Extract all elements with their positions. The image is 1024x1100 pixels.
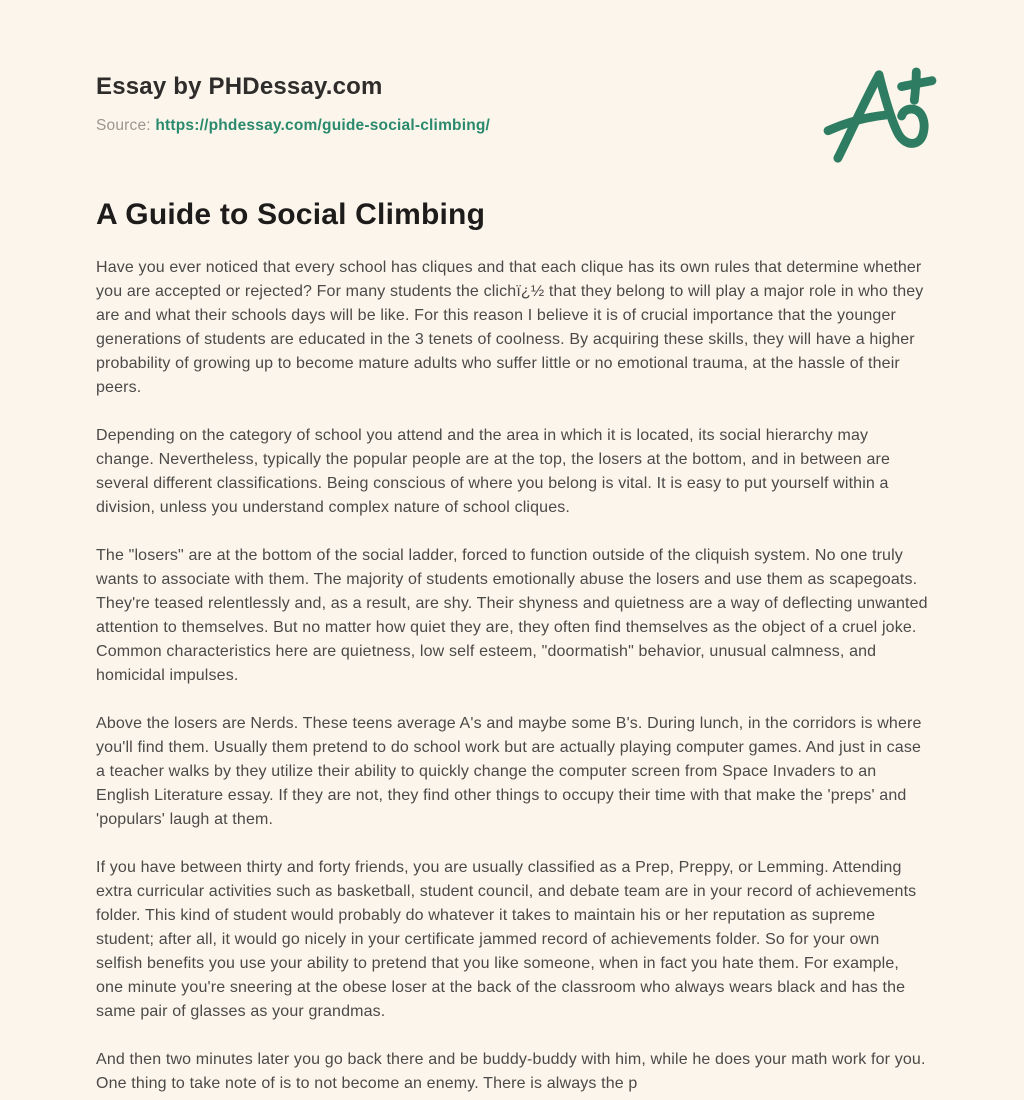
source-label: Source: <box>96 117 151 134</box>
essay-paragraph-6: And then two minutes later you go back there and be buddy-buddy with him, while he does your math work for you. One thing to take note of is to not become an enemy. There is always the p <box>96 1051 926 1092</box>
source-link[interactable]: https://phdessay.com/guide-social-climbing/ <box>155 117 491 134</box>
source-line <box>96 117 930 135</box>
essay-paragraph-4: Above the losers are Nerds. These teens average A's and maybe some B's. During lunch, in the corridors is where you'll find them. Usually them pretend to do school work but are actually playing computer games. And just in case a teacher walks by they utilize their ability to quickly change the computer screen from Space Invaders to an English Literature essay. If they are not, they find other things to occupy their time with that make the 'preps' and 'populars' laugh at them. <box>96 715 922 828</box>
page-header <box>96 73 930 135</box>
essay-paragraph-1: Have you ever noticed that every school has cliques and that each clique has its own rules that determine whether you are accepted or rejected? For many students the clichï¿½ that they belong to will play a major role in who they are and what their schools days will be like. For this reason I believe it is of crucial importance that the younger generations of students are educated in the 3 tenets of coolness. By acquiring these skills, they will have a higher probability of growing up to become mature adults who suffer little or no emotional trauma, at the hassle of their peers. <box>96 259 924 396</box>
essay-paragraph-2: Depending on the category of school you attend and the area in which it is located, its social hierarchy may change. Nevertheless, typically the popular people are at the top, the losers at the bottom, and in between are several different classifications. Being conscious of where you belong is vital. It is easy to put yourself within a division, unless you understand complex nature of school cliques. <box>96 427 891 516</box>
essay-body <box>96 198 930 1096</box>
essay-paragraph-5: If you have between thirty and forty friends, you are usually classified as a Prep, Preppy, or Lemming. Attending extra curricular activities such as basketball, student council, and debate team are in your record of achievements folder. This kind of student would probably do whatever it takes to maintain his or her reputation as supreme student; after all, it would go nicely in your certificate jammed record of achievements folder. So for your own selfish benefits you use your ability to pretend that you like someone, when in fact you hate them. For example, one minute you're sneering at the obese loser at the back of the classroom who always wears black and has the same pair of glasses as your grandmas. <box>96 859 917 1020</box>
site-title: Essay by PHDessay.com <box>96 73 383 100</box>
essay-paragraph-3: The "losers" are at the bottom of the social ladder, forced to function outside of the cliquish system. No one truly wants to associate with them. The majority of students emotionally abuse the losers and use them as scapegoats. They're teased relentlessly and, as a result, are shy. Their shyness and quietness are a way of deflecting unwanted attention to themselves. But no matter how quiet they are, they often find themselves as the object of a cruel joke. Common characteristics here are quietness, low self esteem, "doormatish" behavior, unusual calmness, and homicidal impulses. <box>96 547 928 684</box>
aplus-logo-icon <box>822 66 940 166</box>
essay-title: A Guide to Social Climbing <box>96 198 486 231</box>
